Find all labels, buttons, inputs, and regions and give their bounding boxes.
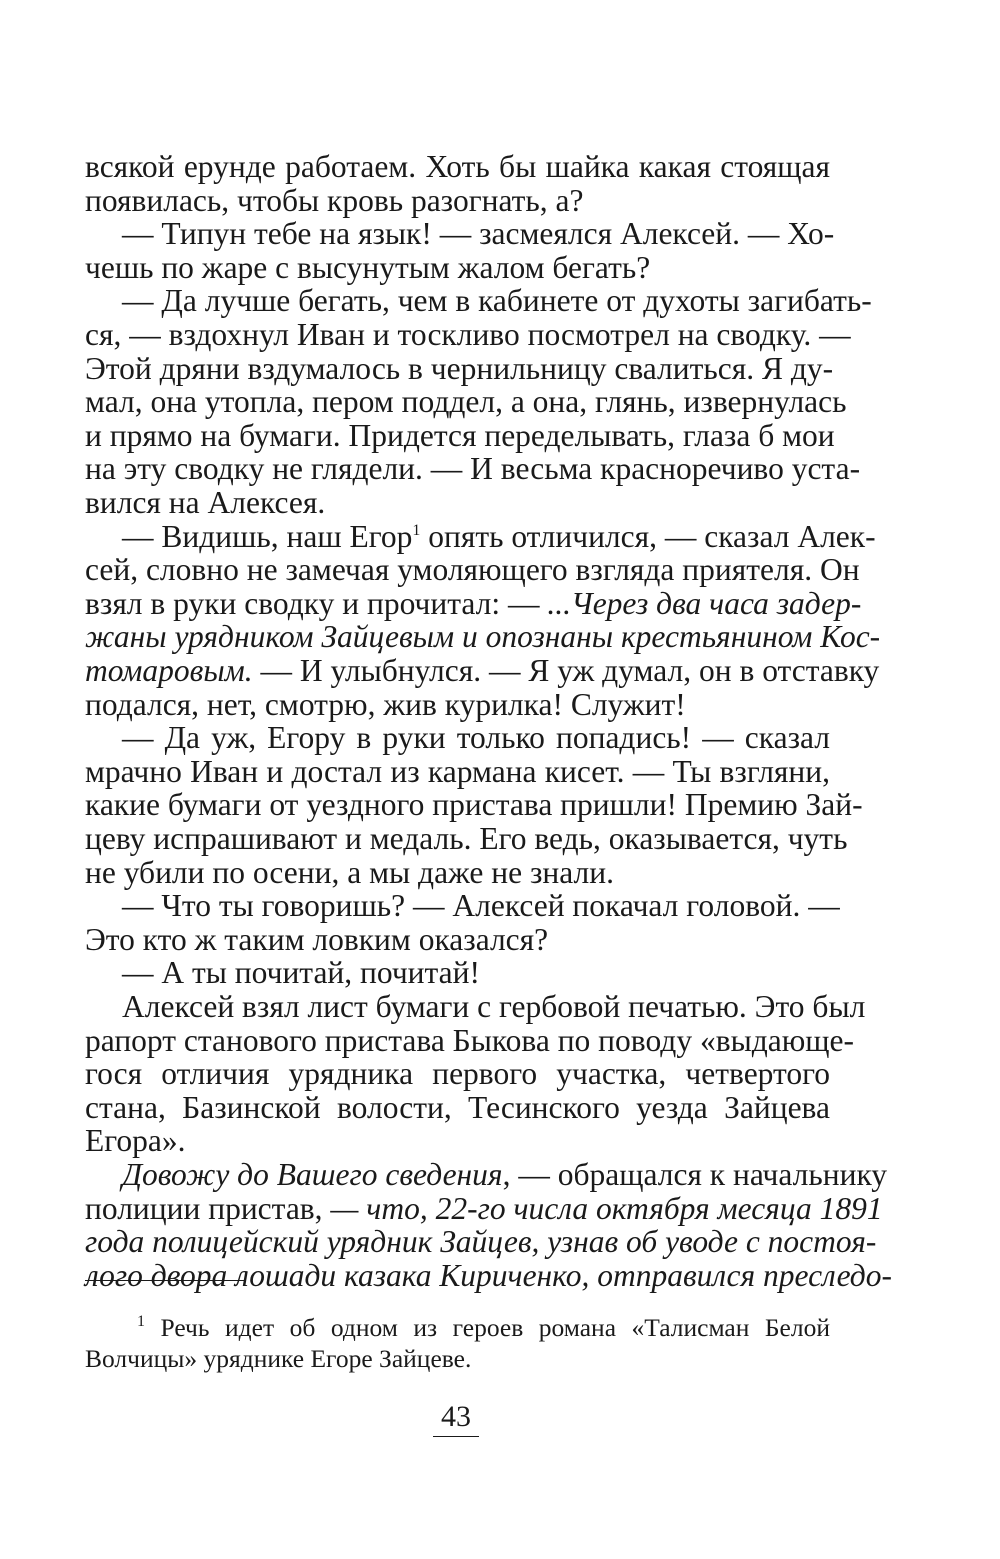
body-line bbox=[85, 1022, 854, 1058]
text-segment: и прямо на бумаги. Придется переделывать, глаза б мои bbox=[85, 417, 835, 453]
body-line bbox=[85, 486, 830, 520]
footnote-marker: 1 bbox=[137, 1313, 145, 1330]
text-segment: Речь идет об одном из героев романа «Талисман Белой bbox=[145, 1313, 830, 1342]
footnote-line bbox=[85, 1344, 830, 1374]
body-line bbox=[85, 251, 830, 285]
text-segment: , — обращался к начальнику bbox=[502, 1157, 888, 1192]
body-line bbox=[85, 451, 861, 487]
body-line bbox=[85, 1257, 892, 1293]
body-line bbox=[85, 787, 863, 823]
text-segment: Это кто ж таким ловким оказался? bbox=[85, 921, 549, 957]
body-line bbox=[85, 350, 834, 386]
italic-text: Довожу до Вашего сведения bbox=[122, 1157, 503, 1192]
body-line bbox=[85, 552, 860, 588]
text-segment: Этой дряни вздумалось в чернильницу свалиться. Я ду- bbox=[85, 350, 834, 386]
page-number: 43 bbox=[433, 1400, 479, 1437]
text-segment: Егора». bbox=[85, 1123, 186, 1159]
text-segment: подался, нет, смотрю, жив курилка! Служит! bbox=[85, 686, 686, 722]
italic-text: года полицейский урядник Зайцев, узнав об уводе с постоя- bbox=[85, 1224, 877, 1260]
italic-text: лого двора лошади казака Кириченко, отправился преследо- bbox=[85, 1257, 892, 1293]
footnote-separator bbox=[85, 1280, 245, 1281]
body-line bbox=[85, 317, 851, 352]
body-line bbox=[122, 721, 830, 755]
body-line bbox=[122, 216, 835, 252]
text-segment: цеву испрашивают и медаль. Его ведь, оказывается, чуть bbox=[85, 821, 848, 856]
body-line bbox=[85, 150, 830, 184]
text-segment: какие бумаги от уездного пристава пришли! Премию Зай- bbox=[85, 787, 863, 823]
text-segment: полиции пристав, bbox=[85, 1190, 331, 1226]
text-segment: на эту сводку не глядели. — И весьма красноречиво уста- bbox=[85, 451, 861, 487]
body-line bbox=[122, 989, 866, 1024]
body-line bbox=[85, 755, 830, 789]
italic-text: томаровым. bbox=[85, 653, 253, 688]
body-line bbox=[85, 184, 830, 218]
text-segment: мрачно Иван и достал из кармана кисет. — Ты взгляни, bbox=[85, 753, 830, 789]
text-segment: Волчицы» уряднике Егоре Зайцеве. bbox=[85, 1344, 472, 1373]
text-segment: — Что ты говоришь? — Алексей покачал головой. — bbox=[122, 888, 840, 924]
text-segment: — Видишь, наш Егор bbox=[122, 518, 413, 554]
text-segment: — Типун тебе на язык! — засмеялся Алексей. — Хо- bbox=[122, 216, 835, 252]
text-segment: гося отличия урядника первого участка, четвертого bbox=[85, 1056, 830, 1092]
text-segment: сей, словно не замечая умоляющего взгляда приятеля. Он bbox=[85, 552, 860, 588]
body-line bbox=[85, 619, 881, 655]
text-segment: рапорт станового пристава Быкова по поводу «выдающе- bbox=[85, 1022, 854, 1058]
body-line bbox=[122, 888, 840, 924]
text-segment: — Да лучше бегать, чем в кабинете от духоты загибать- bbox=[122, 283, 872, 319]
body-line bbox=[122, 956, 830, 990]
text-segment: взял в руки сводку и прочитал: — bbox=[85, 585, 548, 621]
text-segment: всякой ерунде работаем. Хоть бы шайка какая стоящая bbox=[85, 149, 830, 184]
body-line bbox=[85, 653, 880, 688]
text-segment: вился на Алексея. bbox=[85, 485, 326, 520]
body-line bbox=[85, 1124, 830, 1158]
footnote-line bbox=[137, 1313, 830, 1343]
body-line bbox=[85, 585, 862, 621]
italic-text: жаны урядником Зайцевым и опознаны крестьянином Кос- bbox=[85, 619, 881, 655]
footnote-marker: 1 bbox=[412, 521, 421, 539]
italic-text: ...Через два часа задер- bbox=[547, 585, 862, 621]
text-segment: опять отличился, — сказал Алек- bbox=[420, 518, 876, 554]
text-segment: Алексей взял лист бумаги с гербовой печатью. Это был bbox=[122, 989, 866, 1024]
body-line bbox=[122, 518, 876, 554]
text-segment: — И улыбнулся. — Я уж думал, он в отставку bbox=[252, 653, 880, 688]
italic-text: — что, 22-го числа октября месяца 1891 bbox=[330, 1190, 883, 1226]
body-line bbox=[122, 283, 872, 319]
text-segment: мал, она утопла, пером поддел, а она, глянь, извернулась bbox=[85, 384, 847, 420]
body-line bbox=[85, 923, 830, 957]
text-segment: ся, — вздохнул Иван и тоскливо посмотрел на сводку. — bbox=[85, 317, 851, 352]
body-line bbox=[122, 1157, 888, 1192]
text-segment: не убили по осени, а мы даже не знали. bbox=[85, 854, 614, 890]
body-line bbox=[85, 821, 848, 856]
body-line bbox=[85, 1190, 883, 1226]
body-line bbox=[85, 856, 830, 890]
text-segment: чешь по жаре с высунутым жалом бегать? bbox=[85, 249, 651, 285]
body-line bbox=[85, 1091, 830, 1125]
body-line bbox=[85, 688, 830, 722]
body-line bbox=[85, 1057, 830, 1091]
text-segment: — А ты почитай, почитай! bbox=[122, 955, 481, 991]
body-line bbox=[85, 1224, 877, 1260]
text-segment: — Да уж, Егору в руки только попадись! — сказал bbox=[122, 720, 830, 756]
text-segment: стана, Базинской волости, Тесинского уезда Зайцева bbox=[85, 1089, 830, 1125]
body-line bbox=[85, 384, 847, 420]
text-segment: появилась, чтобы кровь разогнать, а? bbox=[85, 182, 584, 218]
body-line bbox=[85, 417, 835, 453]
